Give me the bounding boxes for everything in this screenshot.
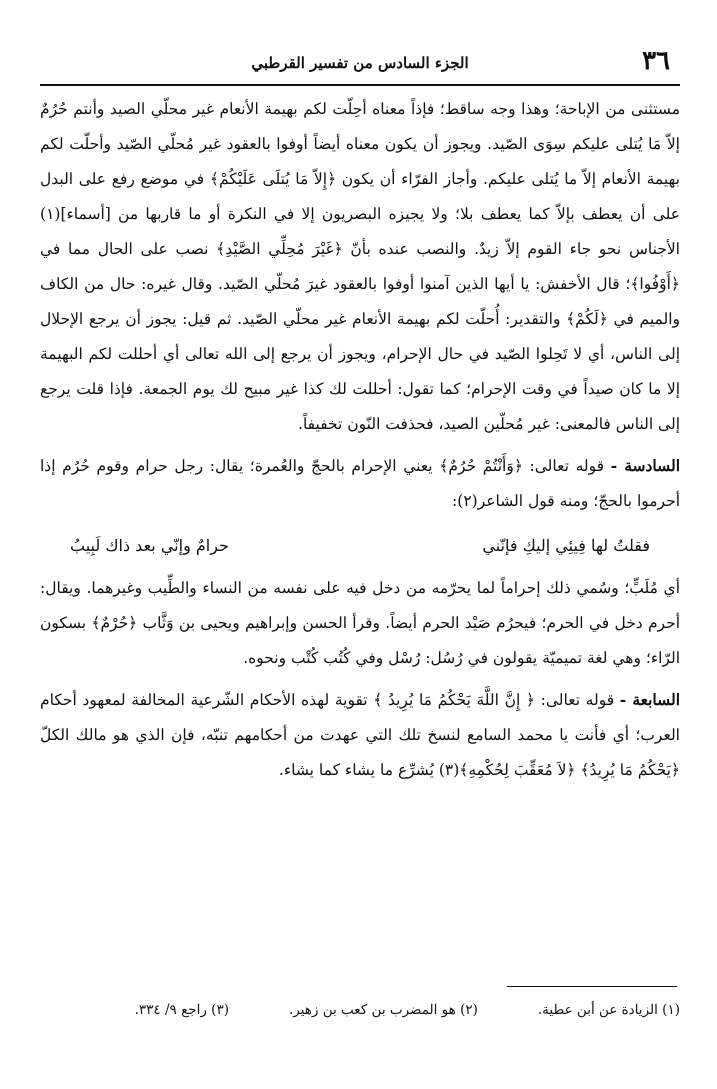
page-number: ٣٦ <box>642 46 670 76</box>
page-body <box>40 92 680 788</box>
page-header <box>40 44 680 86</box>
footnote-divider <box>507 986 677 987</box>
footnotes <box>40 998 680 1022</box>
poetry-verse <box>40 519 680 571</box>
section-sixth-text: قوله تعالى: ﴿وَأَنْتُمْ حُرُمٌ﴾ يعني الإحرام بالحجّ والعُمرة؛ يقال: رجل حرام وقوم حُرُم إذا أحرموا بالحجّ؛ ومنه قول الشاعر(٢): <box>40 457 680 510</box>
section-seventh-label: السابعة - <box>619 690 680 709</box>
verse-second-hemistich: حرامٌ وإنّي بعد ذاك لَبِيبُ <box>70 536 229 555</box>
footnote-1: (١) الزيادة عن أبن عطية. <box>537 1002 680 1018</box>
running-title: الجزء السادس من تفسير القرطبي <box>251 54 469 72</box>
paragraph-intro: مستثنى من الإباحة؛ وهذا وجه ساقط؛ فإذاً معناه أحِلّت لكم بهيمة الأنعام غير محلّي الصيد وأنتم حُرُمٌ إلاّ مَا يُتلى عليكم سِوَى الصّيد. ويجوز أن يكون معناه أيضاً أوفوا بالعقود غير مُحلّي الصّيد وأحلّت لكم بهيمة الأنعام إلاّ ما يُتلى عليكم. وأجاز الفرّاء أن يكون ﴿إِلاّ مَا يُتلَى عَلَيْكُمْ﴾ في موضع رفع على البدل على أن يعطف بإلاّ كما يعطف بلا؛ ولا يجيزه البصريون إلا في النكرة أو ما قاربها من [أسماء](١) الأجناس نحو جاء القوم إلاّ زيدٌ. والنصب عنده بأنّ ﴿غَيْرَ مُحِلِّي الصَّيْدِ﴾ نصب على الحال مما في ﴿أَوْفُوا﴾؛ قال الأخفش: يا أيها الذين آمنوا أوفوا بالعقود غيرَ مُحلّي الصّيد. وقال غيره: حال من الكاف والميم في ﴿لَكُمْ﴾ والتقدير: أُحلّت لكم بهيمة الأنعام غير محلّي الصّيد. ثم قيل: يجوز أن يرجع الإحلال إلى الناس، أي لا تَحِلوا الصّيد في حال الإحرام، ويجوز أن يرجع إلى الله تعالى أي أحللت لكم البهيمة إلا ما كان صيداً في وقت الإحرام؛ كما تقول: أحللت لك كذا غير مبيح لك يوم الجمعة. فإذا قلت يرجع إلى الناس فالمعنى: غير مُحلّين الصيد، فحذفت النّون تخفيفاً. <box>40 100 680 433</box>
verse-first-hemistich: فقلتُ لها فِيئِي إليكِ فإنّني <box>482 536 650 555</box>
footnote-2: (٢) هو المضرب بن كعب بن زهير. <box>288 1002 478 1018</box>
paragraph-ihram: أي مُلَبٍّ؛ وسُمي ذلك إحراماً لما يحرّمه من دخل فيه على نفسه من النساء والطِّيب وغيرهما. ويقال: أحرم دخل في الحرم؛ فيحرُم صَيْد الحرم أيضاً. وقرأ الحسن وإبراهيم ويحيى بن وَثَّاب ﴿حُرْمٌ﴾ بسكون الرّاء؛ وهي لغة تميميّة يقولون في رُسُل: رُسْل وفي كُتُب كُتْب ونحوه. <box>40 579 680 667</box>
section-seventh-text: قوله تعالى: ﴿ إِنَّ اللَّهَ يَحْكُمُ مَا يُرِيدُ ﴾ تقوية لهذه الأحكام الشّرعية المخالفة لمعهود أحكام العرب؛ أي فأنت يا محمد السامع لنسخ تلك التي عهدت من أحكامهم تنبّه، فإن الذي هو مالك الكلّ ﴿يَحْكُمُ مَا يُرِيدُ﴾ ﴿لاَ مُعَقِّبَ لِحُكْمِهِ﴾(٣) يُشرِّع ما يشاء كما يشاء. <box>40 691 680 779</box>
section-sixth-label: السادسة - <box>610 456 681 475</box>
footnote-3: (٣) راجع ٩/ ٣٣٤. <box>134 1002 229 1018</box>
section-sixth <box>40 448 680 519</box>
section-seventh <box>40 682 680 788</box>
